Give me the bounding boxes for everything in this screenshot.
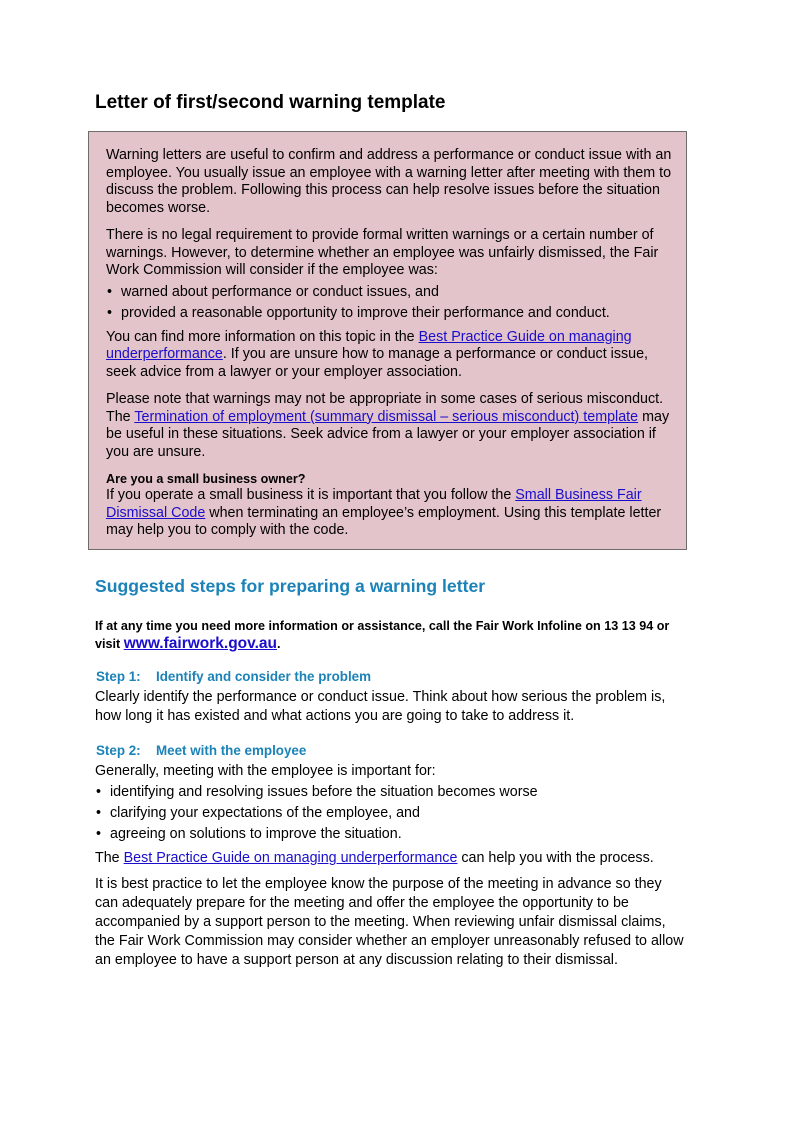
page-title: Letter of first/second warning template <box>95 92 446 113</box>
list-item: • provided a reasonable opportunity to improve their performance and conduct. <box>106 305 672 323</box>
info-paragraph-5: If you operate a small business it is important that you follow the Small Business Fair Dismissal Code when terminating an employee’s employment. Using this template letter may help you to comply with the code. <box>106 487 662 538</box>
info-bullet-list <box>106 284 672 323</box>
step-2-paragraph-3: It is best practice to let the employee know the purpose of the meeting in advance so they can adequately prepare for the meeting and offer the employee the opportunity to be accompanied by a support person to the meeting. When reviewing unfair dismissal claims, the Fair Work Commission may consider whether an employer unreasonably refused to allow an employee to have a support person at any discussion relating to their dismissal. <box>95 876 684 968</box>
fair-dismissal-code-link[interactable]: Small Business Fair Dismissal Code <box>106 487 642 521</box>
step-1-heading: Step 1: Identify and consider the problem <box>96 669 372 684</box>
steps-content <box>95 618 685 977</box>
step-2-heading: Step 2: Meet with the employee <box>96 743 307 758</box>
small-business-heading: Are you a small business owner? <box>106 472 306 486</box>
fairwork-website-link[interactable]: www.fairwork.gov.au <box>123 635 278 652</box>
step-2-paragraph-2: The Best Practice Guide on managing underperformance can help you with the process. <box>95 850 654 866</box>
termination-template-link[interactable]: Termination of employment (summary dismissal – serious misconduct) template <box>134 408 639 425</box>
section-title: Suggested steps for preparing a warning letter <box>95 576 486 596</box>
info-box <box>88 131 687 550</box>
step-2-intro: Generally, meeting with the employee is important for: <box>95 763 436 779</box>
best-practice-guide-link-2[interactable]: Best Practice Guide on managing underperformance <box>123 850 458 866</box>
info-paragraph-2: There is no legal requirement to provide formal written warnings or a certain number of warnings. However, to determine whether an employee was unfairly dismissed, the Fair Work Commission will consider if the employee was: <box>106 227 659 278</box>
list-item: • identifying and resolving issues before the situation becomes worse <box>95 783 685 802</box>
info-paragraph-3: You can find more information on this topic in the Best Practice Guide on managing underperformance. If you are unsure how to manage a performance or conduct issue, seek advice from a lawyer or your employer association. <box>106 328 648 380</box>
list-item: • clarifying your expectations of the employee, and <box>95 804 685 823</box>
info-paragraph-4: Please note that warnings may not be appropriate in some cases of serious misconduct. The Termination of employment (summary dismissal – serious misconduct) template may be useful in these situations. Seek advice from a lawyer or your employer association if you are unsure. <box>106 391 670 460</box>
list-item: • warned about performance or conduct issues, and <box>106 284 672 302</box>
list-item: • agreeing on solutions to improve the situation. <box>95 825 685 844</box>
info-paragraph-1: Warning letters are useful to confirm and address a performance or conduct issue with an employee. You usually issue an employee with a warning letter after meeting with them to discuss the problem. Following this process can help resolve issues before the situation becomes worse. <box>106 147 672 216</box>
step-1-text: Clearly identify the performance or conduct issue. Think about how serious the problem is, how long it has existed and what actions you are going to take to address it. <box>95 689 666 724</box>
best-practice-guide-link[interactable]: Best Practice Guide on managing underperformance <box>106 328 632 362</box>
infoline-text: If at any time you need more information or assistance, call the Fair Work Infoline on 13 13 94 or visit www.fairwork.gov.au. <box>95 619 670 652</box>
step-2-bullet-list <box>95 783 685 844</box>
